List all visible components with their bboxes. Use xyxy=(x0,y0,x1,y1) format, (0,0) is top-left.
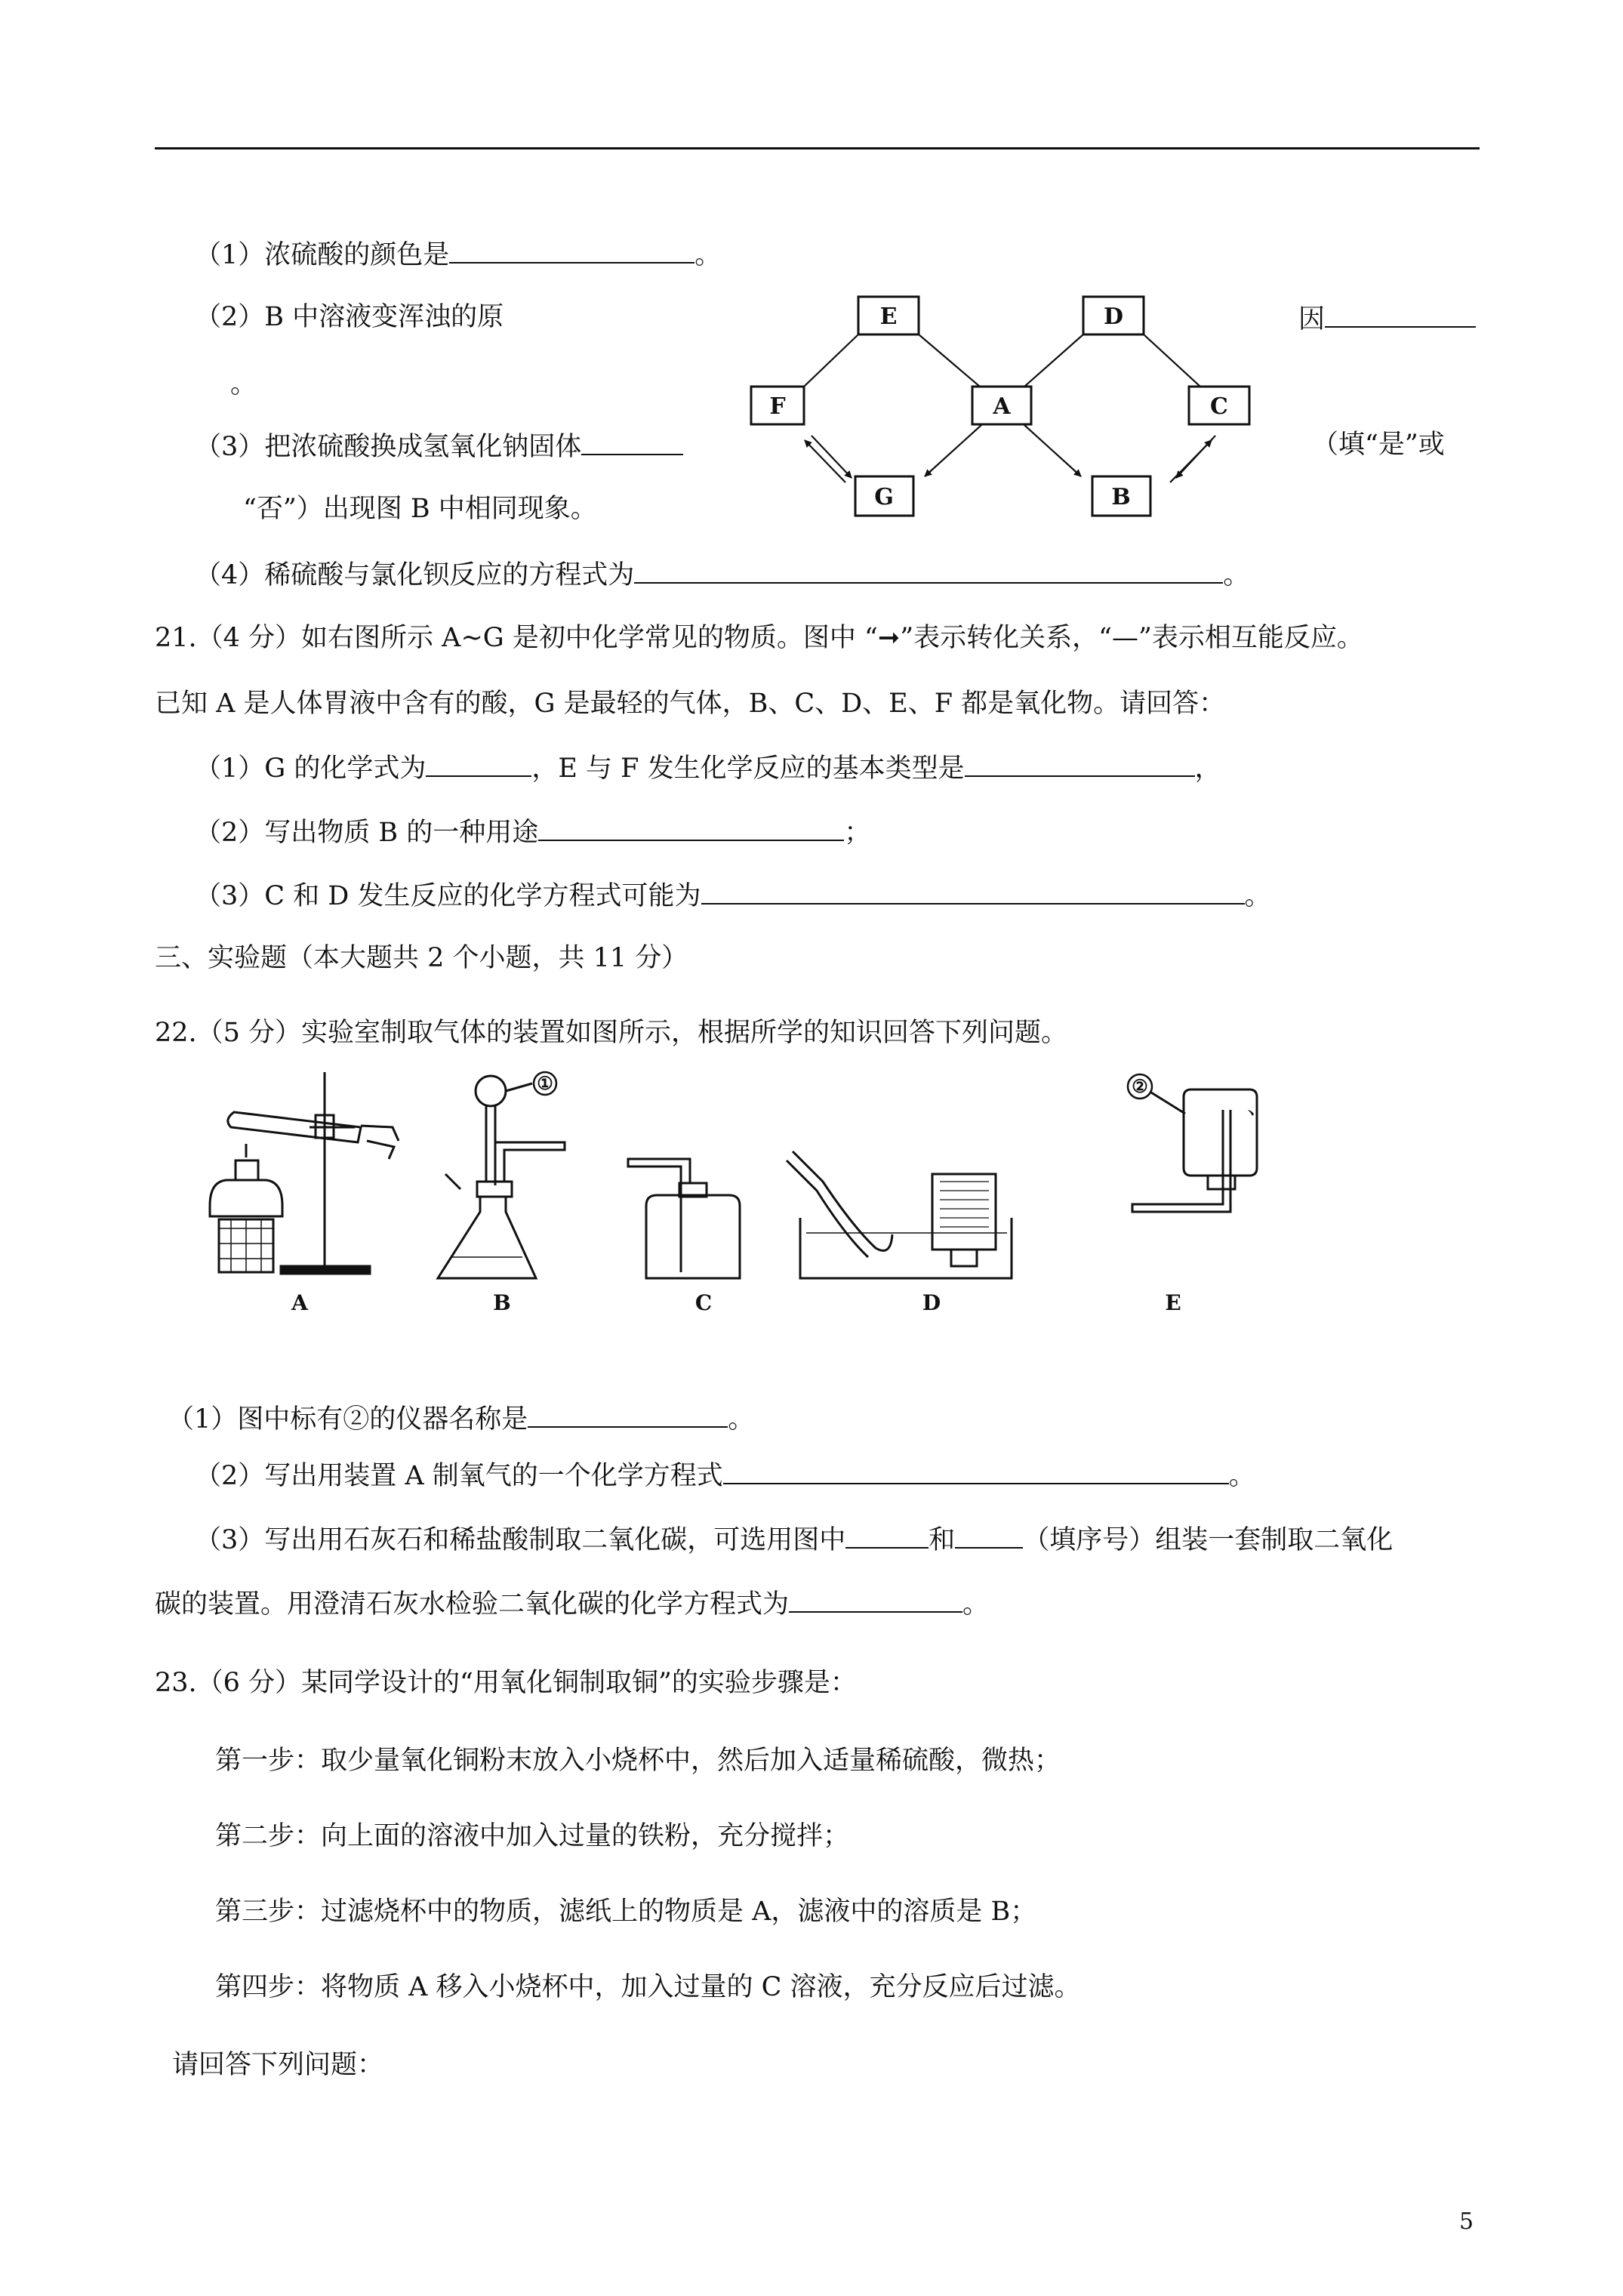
q20-part4: （4）稀硫酸与氯化钡反应的方程式为 。 xyxy=(195,556,1249,592)
q23-step-4: 第四步：将物质 A 移入小烧杯中，加入过量的 C 溶液，充分反应后过滤。 xyxy=(215,1972,1081,2002)
stray-mark: 、 xyxy=(1247,1093,1270,1120)
apparatus-label-e: E xyxy=(1165,1290,1181,1315)
q21-part2: （2）写出物质 B 的一种用途 ； xyxy=(195,814,870,849)
q20-part3-cont: “否”）出现图 B 中相同现象。 xyxy=(243,494,597,524)
node-f: F xyxy=(769,393,786,420)
apparatus-d xyxy=(787,1151,1012,1278)
node-b: B xyxy=(1111,484,1131,510)
answer-blank[interactable] xyxy=(581,428,683,455)
answer-blank[interactable] xyxy=(426,750,531,777)
line-d-a xyxy=(1024,334,1083,387)
q20-part2: （2）B 中溶液变浑浊的原 xyxy=(195,302,504,332)
q22-part2: （2）写出用装置 A 制氧气的一个化学方程式 。 xyxy=(195,1457,1255,1493)
q22-part3: （3）写出用石灰石和稀盐酸制取二氧化碳，可选用图中 和 （填序号）组装一套制取二氧化 xyxy=(195,1521,1393,1557)
q22-part3-cont: 碳的装置。用澄清石灰水检验二氧化碳的化学方程式为 。 xyxy=(155,1586,989,1621)
answer-blank[interactable] xyxy=(538,814,844,841)
apparatus-label-c: C xyxy=(694,1290,713,1315)
apparatus-b xyxy=(438,1072,565,1278)
node-g: G xyxy=(874,484,894,510)
q23-step-1: 第一步：取少量氧化铜粉末放入小烧杯中，然后加入适量稀硫酸，微热； xyxy=(215,1746,1061,1776)
arrow-g-f xyxy=(805,440,845,482)
q21-stem-2: 已知 A 是人体胃液中含有的酸，G 是最轻的气体，B、C、D、E、F 都是氧化物。请回答： xyxy=(155,689,1226,719)
header-rule xyxy=(155,147,1480,149)
apparatus-label-d: D xyxy=(922,1290,941,1315)
q20-part2-cont: 。 xyxy=(230,369,257,399)
node-e: E xyxy=(879,304,898,330)
answer-blank[interactable] xyxy=(701,877,1245,905)
marker-2: ② xyxy=(1132,1075,1148,1097)
q20-part1: （1）浓硫酸的颜色是 。 xyxy=(195,236,721,272)
q23-step-2: 第二步：向上面的溶液中加入过量的铁粉，充分搅拌； xyxy=(215,1821,850,1851)
node-c: C xyxy=(1210,393,1228,420)
q23-ask: 请回答下列问题： xyxy=(172,2050,384,2080)
line-e-a xyxy=(919,334,980,387)
node-a: A xyxy=(993,393,1011,420)
answer-blank[interactable] xyxy=(789,1586,962,1613)
answer-blank[interactable] xyxy=(634,556,1223,584)
answer-blank[interactable] xyxy=(845,1521,929,1549)
substance-diagram xyxy=(740,291,1253,525)
apparatus-c xyxy=(628,1159,740,1278)
q20-part2-right: 因 xyxy=(1298,300,1476,336)
answer-blank[interactable] xyxy=(965,750,1195,777)
q21-stem-1: 21.（4 分）如右图所示 A~G 是初中化学常见的物质。图中 “➞”表示转化关系，“—”表示相互能反应。 xyxy=(155,623,1363,653)
q23-step-3: 第三步：过滤烧杯中的物质，滤纸上的物质是 A，滤液中的溶质是 B； xyxy=(215,1897,1037,1927)
node-d: D xyxy=(1103,304,1124,330)
q22-part1: （1）图中标有②的仪器名称是 。 xyxy=(168,1401,754,1436)
section-3-heading: 三、实验题（本大题共 2 个小题，共 11 分） xyxy=(155,943,688,973)
arrow-c-b xyxy=(1176,436,1215,478)
answer-blank[interactable] xyxy=(723,1457,1229,1484)
answer-blank[interactable] xyxy=(955,1521,1023,1549)
arrow-a-g xyxy=(925,425,981,476)
q23-stem: 23.（6 分）某同学设计的“用氧化铜制取铜”的实验步骤是： xyxy=(155,1668,857,1698)
marker-1: ① xyxy=(537,1072,553,1094)
answer-blank[interactable] xyxy=(528,1401,728,1428)
q20-part3: （3）把浓硫酸换成氢氧化钠固体 xyxy=(195,428,683,464)
q21-part1: （1）G 的化学式为 ，E 与 F 发生化学反应的基本类型是 ， xyxy=(195,750,1221,785)
page-number: 5 xyxy=(1459,2208,1474,2235)
answer-blank[interactable] xyxy=(1325,300,1476,328)
arrow-f-g xyxy=(812,436,852,478)
line-e-f xyxy=(804,334,858,387)
apparatus-figure xyxy=(196,1068,1283,1325)
answer-blank[interactable] xyxy=(449,236,694,264)
apparatus-a xyxy=(210,1072,399,1274)
apparatus-label-b: B xyxy=(493,1290,511,1315)
q20-part3-right: （填“是”或 xyxy=(1312,430,1445,460)
apparatus-label-a: A xyxy=(291,1290,308,1315)
arrow-a-b xyxy=(1024,425,1081,476)
line-d-c xyxy=(1144,334,1200,387)
q22-stem: 22.（5 分）实验室制取气体的装置如图所示，根据所学的知识回答下列问题。 xyxy=(155,1018,1068,1048)
q21-part3: （3）C 和 D 发生反应的化学方程式可能为 。 xyxy=(195,877,1271,913)
